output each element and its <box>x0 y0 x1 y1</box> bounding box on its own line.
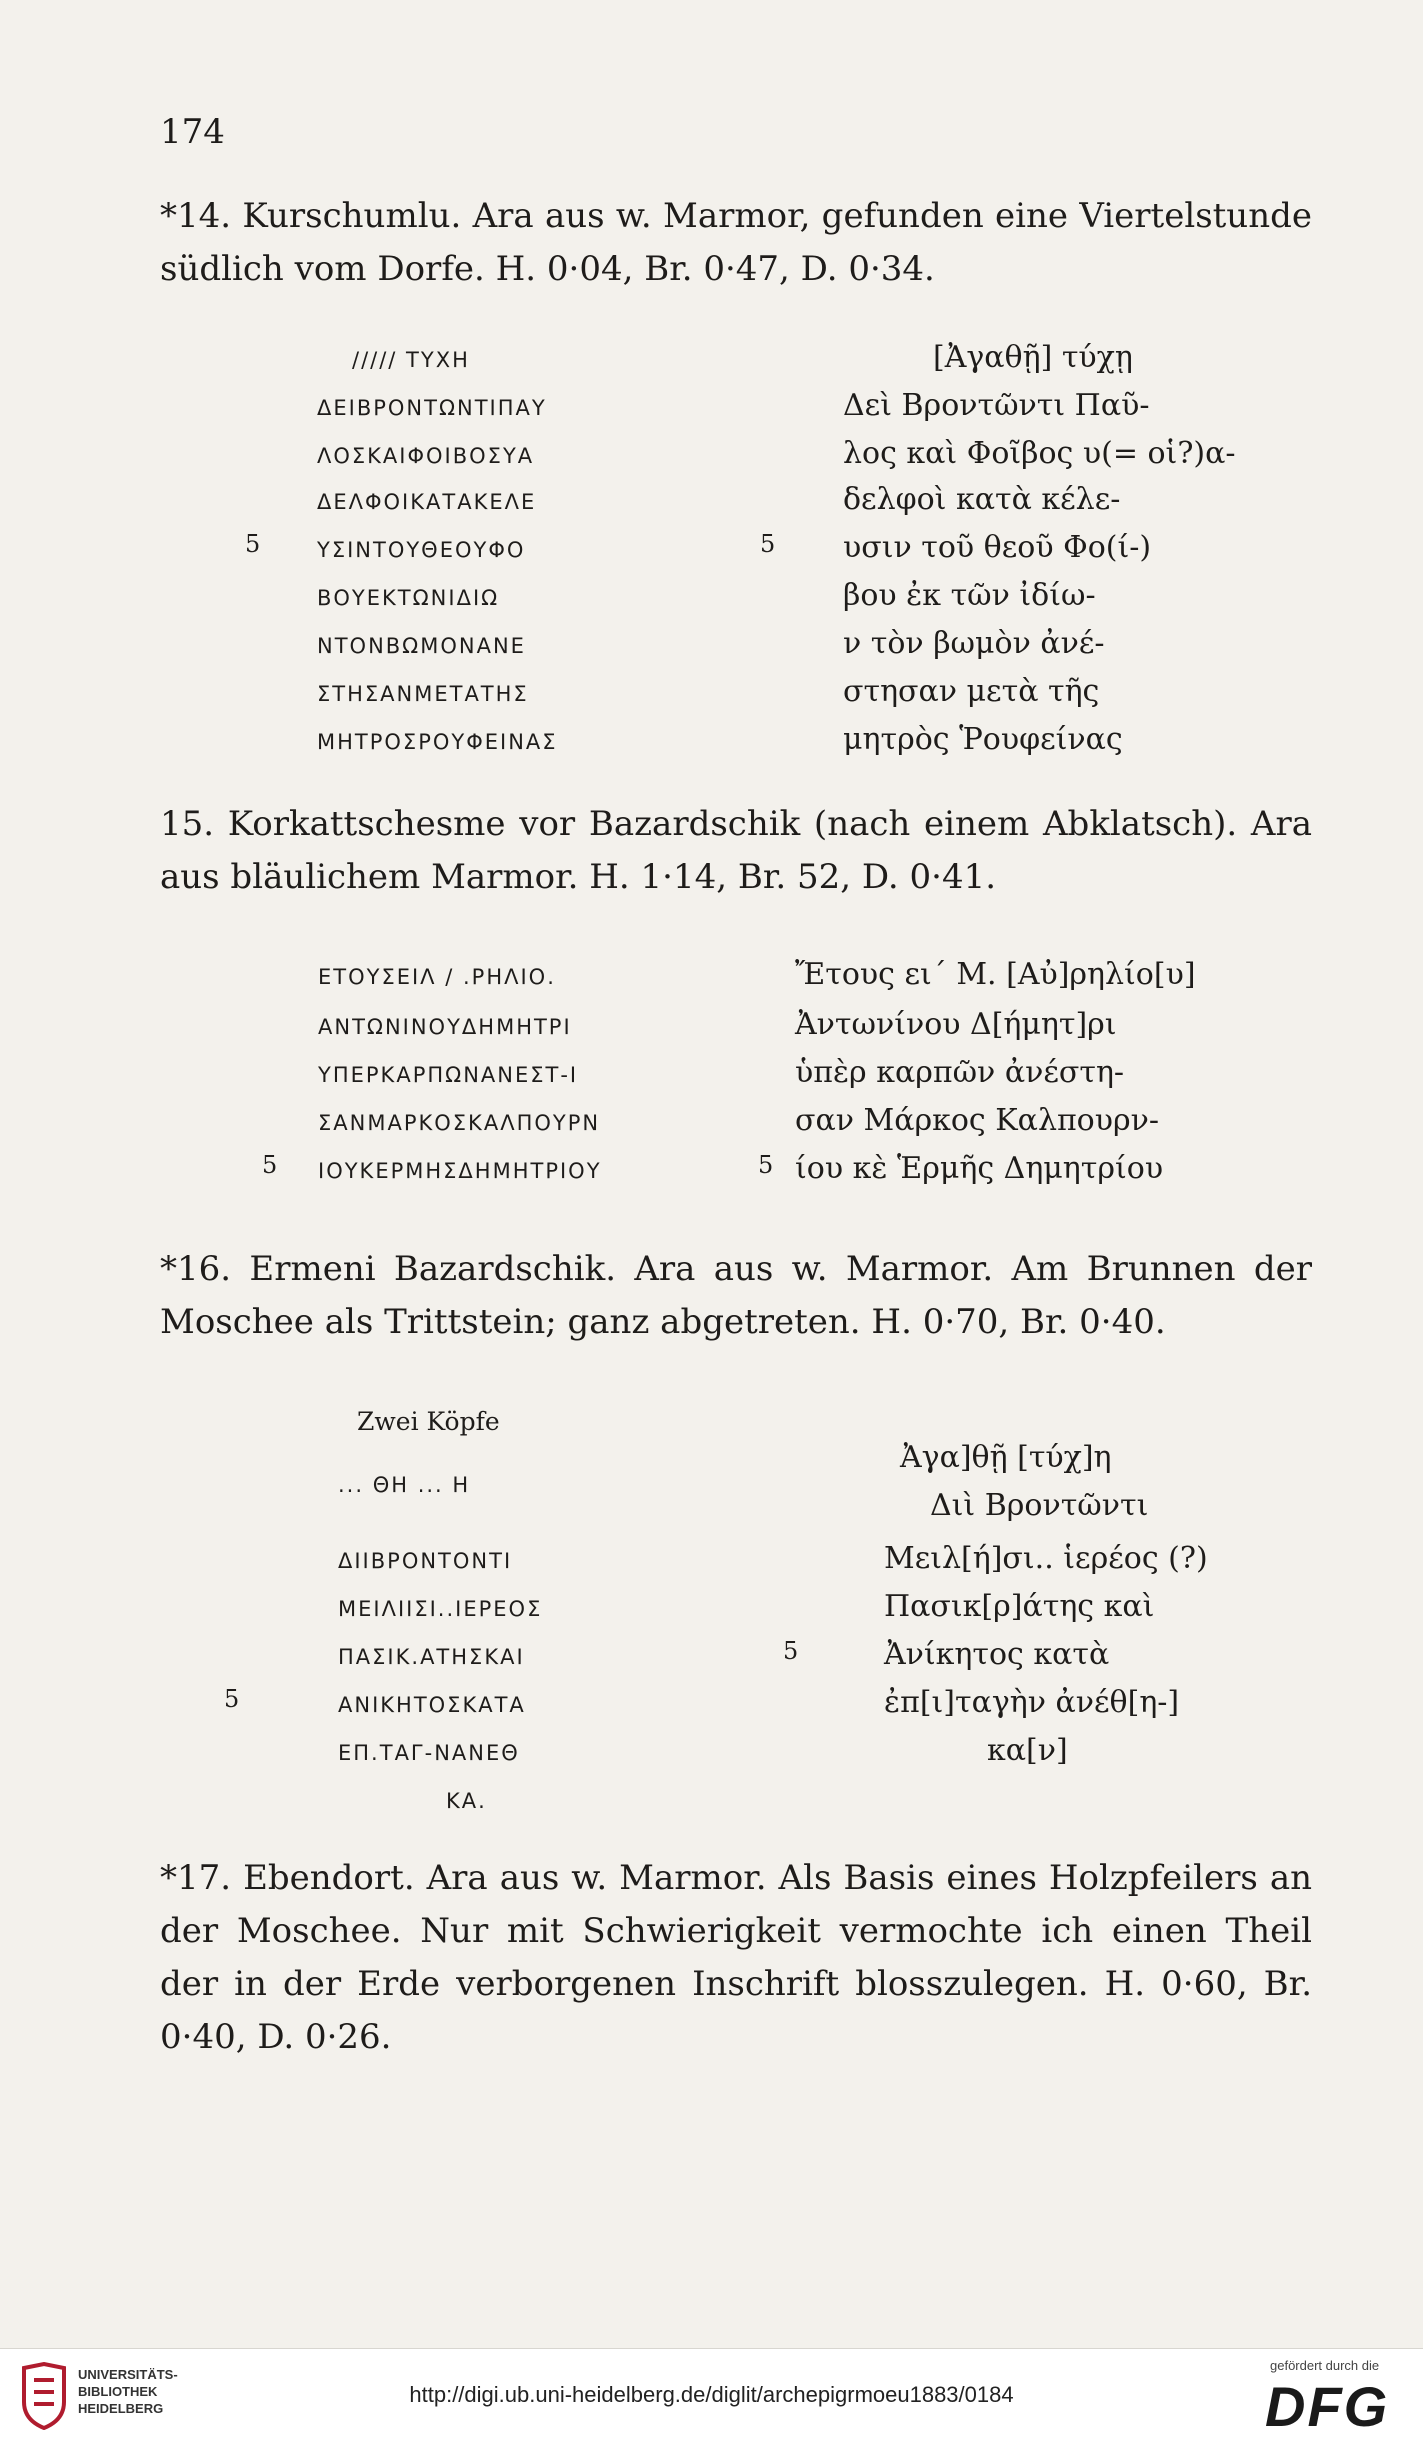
transcription-line: κα[ν] <box>987 1733 1068 1768</box>
line-number: 5 <box>760 530 776 558</box>
line-number: 5 <box>758 1151 774 1179</box>
inscription-line: ΔΙΙΒΡΟΝΤΟΝΤΙ <box>338 1549 513 1573</box>
inscription-line: ΥΠΕΡΚΑΡΠΩΝΑΝΕΣΤ-Ι <box>318 1063 579 1087</box>
transcription-line: βου ἐκ τῶν ἰδίω- <box>843 578 1096 613</box>
transcription-line: Μειλ[ή]σι.. ἱερέος (?) <box>884 1541 1208 1576</box>
transcription-line: Ἀγα]θῇ [τύχ]η <box>900 1440 1112 1475</box>
transcription-line: μητρὸς Ῥουφείνας <box>843 722 1123 757</box>
section-15-heading: 15. Korkattschesme vor Bazardschik (nach einem Abklatsch). Ara aus bläulichem Marmor. H. 1·14, Br. 52, D. 0·41. <box>160 804 1312 897</box>
inscription-line: ΕΠ.ΤΑΓ-ΝΑΝΕΘ <box>338 1741 520 1765</box>
line-number: 5 <box>262 1151 278 1179</box>
inscription-line: ΑΝΤΩΝΙΝΟΥΔΗΜΗΤΡΙ <box>318 1015 572 1039</box>
permalink-url[interactable]: http://digi.ub.uni-heidelberg.de/diglit/archepigrmoeu1883/0184 <box>409 2382 1014 2407</box>
inscription-line: ΝΤΟΝΒΩΜΟΝΑΝΕ <box>317 634 526 658</box>
inscription-line: ΠΑΣΙΚ.ΑΤΗΣΚΑΙ <box>338 1645 525 1669</box>
line-number: 5 <box>783 1637 799 1665</box>
library-name-line: BIBLIOTHEK <box>78 2384 158 2399</box>
transcription-line: Πασικ[ρ]άτης καὶ <box>884 1589 1155 1624</box>
inscription-line: ΙΟΥΚΕΡΜΗΣΔΗΜΗΤΡΙΟΥ <box>318 1159 602 1183</box>
transcription-line: σαν Μάρκος Καλπουρν- <box>795 1103 1159 1138</box>
inscription-line: ΔΕΙΒΡΟΝΤΩΝΤΙΠΑΥ <box>317 396 547 420</box>
transcription-line: ὑπὲρ καρπῶν ἀνέστη- <box>795 1055 1125 1090</box>
inscription-line: ΕΤΟΥΣΕΙΛ / .ΡΗΛΙΟ. <box>318 965 556 989</box>
transcription-line: δελφοὶ κατὰ κέλε- <box>843 482 1121 517</box>
inscription-line: ΣΤΗΣΑΝΜΕΤΑΤΗΣ <box>317 682 529 706</box>
library-name-line: HEIDELBERG <box>78 2401 164 2416</box>
dfg-logo: DFG <box>1265 2375 1390 2438</box>
transcription-line: ἐπ[ι]ταγὴν ἀνέθ[η-] <box>884 1685 1180 1720</box>
transcription-line: λος καὶ Φοῖβος υ(= οἱ?)α- <box>843 436 1236 471</box>
transcription-line: Δεὶ Βροντῶντι Παῦ- <box>843 388 1150 423</box>
inscription-line: ΣΑΝΜΑΡΚΟΣΚΑΛΠΟΥΡΝ <box>318 1111 601 1135</box>
inscription-line: ///// ΤΥΧΗ <box>352 348 470 372</box>
inscription-line: ΒΟΥΕΚΤΩΝΙΔΙΩ <box>317 586 500 610</box>
page-number: 174 <box>160 112 225 152</box>
inscription-line: ΚΑ. <box>446 1789 487 1813</box>
transcription-line: Ἔτους ει΄ Μ. [Αὐ]ρηλίο[υ] <box>795 957 1196 992</box>
transcription-line: Ἀντωνίνου Δ[ήμητ]ρι <box>795 1007 1117 1042</box>
inscription-line: ... ΘΗ ... Η <box>338 1473 471 1497</box>
inscription-line: ΜΕΙΛΙΙΣΙ..ΙΕΡΕΟΣ <box>338 1597 543 1621</box>
transcription-line: Διὶ Βροντῶντι <box>930 1488 1149 1523</box>
transcription-line: [Ἀγαθῇ] τύχῃ <box>933 340 1133 375</box>
transcription-line: ίου κὲ Ἑρμῆς Δημητρίου <box>795 1151 1164 1186</box>
inscription-line: ΛΟΣΚΑΙΦΟΙΒΟΣΥΑ <box>317 444 535 468</box>
inscription-line: ΥΣΙΝΤΟΥΘΕΟΥΦΟ <box>317 538 526 562</box>
inscription-line: ΔΕΛΦΟΙΚΑΤΑΚΕΛΕ <box>317 490 537 514</box>
note-zwei-koepfe: Zwei Köpfe <box>357 1407 500 1436</box>
transcription-line: υσιν τοῦ θεοῦ Φο(ί-) <box>843 530 1152 565</box>
section-16-heading: *16. Ermeni Bazardschik. Ara aus w. Marmor. Am Brunnen der Moschee als Trittstein; ganz abgetreten. H. 0·70, Br. 0·40. <box>160 1249 1312 1342</box>
section-14-heading: *14. Kurschumlu. Ara aus w. Marmor, gefunden eine Viertelstunde südlich vom Dorfe. H. 0·04, Br. 0·47, D. 0·34. <box>160 196 1312 289</box>
line-number: 5 <box>224 1685 240 1713</box>
transcription-line: ν τὸν βωμὸν ἀνέ- <box>843 626 1105 661</box>
section-17-heading: *17. Ebendort. Ara aus w. Marmor. Als Basis eines Holzpfeilers an der Moschee. Nur mit Schwierigkeit vermochte ich einen Theil der in der Erde verborgenen Inschrift blosszulegen. H. 0·60, Br. 0·40, D. 0·26. <box>160 1858 1312 2057</box>
transcription-line: Ἀνίκητος κατὰ <box>884 1637 1110 1672</box>
funded-by-label: gefördert durch die <box>1270 2358 1380 2373</box>
line-number: 5 <box>245 530 261 558</box>
library-name-line: UNIVERSITÄTS- <box>78 2367 178 2382</box>
inscription-line: ΜΗΤΡΟΣΡΟΥΦΕΙΝΑΣ <box>317 730 558 754</box>
inscription-line: ΑΝΙΚΗΤΟΣΚΑΤΑ <box>338 1693 526 1717</box>
transcription-line: στησαν μετὰ τῆς <box>843 674 1100 709</box>
